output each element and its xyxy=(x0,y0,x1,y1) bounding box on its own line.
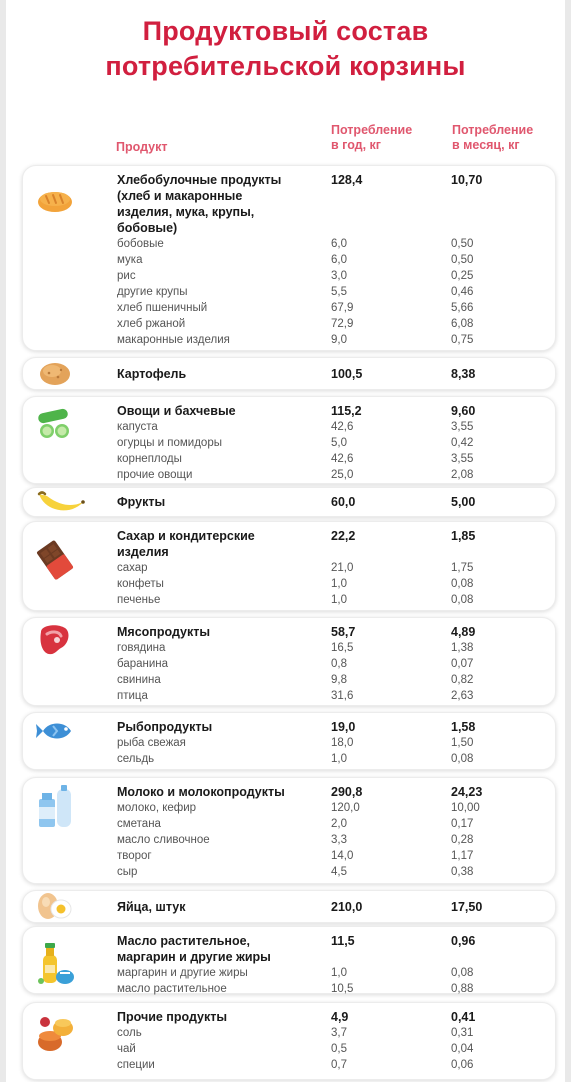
category-name xyxy=(117,403,322,419)
category-name-line: изделия, мука, крупы, xyxy=(117,205,255,219)
item-month-value: 0,06 xyxy=(451,1059,474,1071)
category-row xyxy=(23,899,557,915)
item-year-value: 14,0 xyxy=(331,850,354,862)
category-row xyxy=(23,494,557,510)
item-row xyxy=(23,832,557,848)
right-frame-strip xyxy=(565,0,571,1082)
item-name: сметана xyxy=(117,818,161,830)
item-month-value: 3,55 xyxy=(451,421,474,433)
item-month-value: 1,17 xyxy=(451,850,474,862)
category-name-line: Картофель xyxy=(117,367,187,381)
category-year-value: 22,2 xyxy=(331,529,356,543)
item-name: прочие овощи xyxy=(117,469,193,481)
product-group-card xyxy=(22,357,556,390)
column-header-year-line-1: Потребление xyxy=(331,123,413,137)
item-month-value: 0,08 xyxy=(451,594,474,606)
item-year-value: 3,0 xyxy=(331,270,347,282)
category-name-line: Мясопродукты xyxy=(117,625,211,639)
item-year-value: 25,0 xyxy=(331,469,354,481)
item-month-value: 10,00 xyxy=(451,802,480,814)
category-year-value: 290,8 xyxy=(331,785,363,799)
item-name: сыр xyxy=(117,866,138,878)
category-name-line: Фрукты xyxy=(117,495,166,509)
item-name: рыба свежая xyxy=(117,737,186,749)
item-row xyxy=(23,848,557,864)
table-header xyxy=(0,120,571,160)
item-month-value: 0,07 xyxy=(451,658,474,670)
item-year-value: 5,0 xyxy=(331,437,347,449)
item-name: говядина xyxy=(117,642,166,654)
product-group-card xyxy=(22,521,556,611)
item-year-value: 42,6 xyxy=(331,421,354,433)
category-row xyxy=(23,172,557,236)
product-group-card xyxy=(22,1002,556,1080)
item-month-value: 0,08 xyxy=(451,578,474,590)
category-year-value: 115,2 xyxy=(331,404,362,418)
item-name: масло сливочное xyxy=(117,834,210,846)
item-row xyxy=(23,576,557,592)
category-name-line: Яйца, штук xyxy=(117,900,186,914)
category-name-line: бобовые) xyxy=(117,221,178,235)
category-name-line: Прочие продукты xyxy=(117,1010,228,1024)
item-year-value: 4,5 xyxy=(331,866,347,878)
item-year-value: 18,0 xyxy=(331,737,354,749)
category-month-value: 24,23 xyxy=(451,785,483,799)
category-month-value: 5,00 xyxy=(451,495,476,509)
item-year-value: 72,9 xyxy=(331,318,354,330)
item-month-value: 0,46 xyxy=(451,286,474,298)
item-name: другие крупы xyxy=(117,286,188,298)
item-name: сахар xyxy=(117,562,148,574)
category-year-value: 210,0 xyxy=(331,900,363,914)
product-group-card xyxy=(22,926,556,994)
category-month-value: 4,89 xyxy=(451,625,476,639)
item-name: птица xyxy=(117,690,148,702)
item-name: баранина xyxy=(117,658,169,670)
item-row xyxy=(23,419,557,435)
item-name: хлеб пшеничный xyxy=(117,302,208,314)
item-year-value: 120,0 xyxy=(331,802,360,814)
item-month-value: 0,50 xyxy=(451,254,474,266)
item-name: рис xyxy=(117,270,136,282)
item-year-value: 3,7 xyxy=(331,1027,347,1039)
item-row xyxy=(23,640,557,656)
column-header-month-line-1: Потребление xyxy=(452,123,534,137)
category-name xyxy=(117,494,322,510)
item-month-value: 1,50 xyxy=(451,737,474,749)
item-row xyxy=(23,1057,557,1073)
item-row xyxy=(23,816,557,832)
category-row xyxy=(23,784,557,800)
item-row xyxy=(23,332,557,348)
item-year-value: 9,8 xyxy=(331,674,347,686)
category-name xyxy=(117,172,322,236)
category-name-line: маргарин и другие жиры xyxy=(117,950,271,964)
category-row xyxy=(23,528,557,560)
column-header-month xyxy=(452,123,533,153)
item-row xyxy=(23,592,557,608)
item-row xyxy=(23,284,557,300)
item-name: маргарин и другие жиры xyxy=(117,967,248,979)
item-month-value: 0,42 xyxy=(451,437,474,449)
item-name: молоко, кефир xyxy=(117,802,197,814)
category-name xyxy=(117,719,322,735)
category-row xyxy=(23,1009,557,1025)
item-name: печенье xyxy=(117,594,161,606)
item-month-value: 0,25 xyxy=(451,270,474,282)
category-row xyxy=(23,624,557,640)
item-year-value: 42,6 xyxy=(331,453,354,465)
item-name: масло растительное xyxy=(117,983,227,995)
category-name-line: Хлебобулочные продукты xyxy=(117,173,282,187)
category-month-value: 1,85 xyxy=(451,529,476,543)
item-year-value: 16,5 xyxy=(331,642,354,654)
category-month-value: 17,50 xyxy=(451,900,483,914)
column-header-year-line-2: в год, кг xyxy=(331,138,382,152)
item-name: конфеты xyxy=(117,578,164,590)
item-name: творог xyxy=(117,850,152,862)
page-title xyxy=(0,14,571,84)
item-month-value: 1,75 xyxy=(451,562,474,574)
category-row xyxy=(23,366,557,382)
title-line-2: потребительской корзины xyxy=(105,51,466,81)
item-row xyxy=(23,560,557,576)
category-name xyxy=(117,784,322,800)
item-row xyxy=(23,672,557,688)
item-row xyxy=(23,300,557,316)
category-year-value: 4,9 xyxy=(331,1010,349,1024)
item-year-value: 1,0 xyxy=(331,967,347,979)
item-name: мука xyxy=(117,254,143,266)
category-month-value: 1,58 xyxy=(451,720,476,734)
product-group-card xyxy=(22,396,556,484)
category-name-line: (хлеб и макаронные xyxy=(117,189,243,203)
category-name xyxy=(117,366,322,382)
item-year-value: 31,6 xyxy=(331,690,354,702)
item-name: бобовые xyxy=(117,238,164,250)
title-line-1: Продуктовый состав xyxy=(142,16,429,46)
item-month-value: 0,82 xyxy=(451,674,474,686)
item-month-value: 6,08 xyxy=(451,318,474,330)
item-year-value: 3,3 xyxy=(331,834,347,846)
item-month-value: 0,38 xyxy=(451,866,474,878)
product-group-card xyxy=(22,712,556,770)
item-year-value: 9,0 xyxy=(331,334,347,346)
item-year-value: 2,0 xyxy=(331,818,347,830)
category-name xyxy=(117,624,322,640)
item-year-value: 67,9 xyxy=(331,302,354,314)
item-year-value: 21,0 xyxy=(331,562,354,574)
item-row xyxy=(23,451,557,467)
category-year-value: 100,5 xyxy=(331,367,363,381)
item-row xyxy=(23,981,557,997)
category-row xyxy=(23,403,557,419)
item-row xyxy=(23,965,557,981)
item-name: соль xyxy=(117,1027,142,1039)
item-month-value: 0,31 xyxy=(451,1027,474,1039)
item-month-value: 0,88 xyxy=(451,983,474,995)
item-row xyxy=(23,316,557,332)
category-row xyxy=(23,719,557,735)
product-group-card xyxy=(22,487,556,517)
item-name: специи xyxy=(117,1059,155,1071)
item-month-value: 2,63 xyxy=(451,690,474,702)
item-year-value: 5,5 xyxy=(331,286,347,298)
category-month-value: 0,41 xyxy=(451,1010,476,1024)
item-name: хлеб ржаной xyxy=(117,318,186,330)
product-group-card xyxy=(22,890,556,923)
category-name-line: Рыбопродукты xyxy=(117,720,213,734)
item-row xyxy=(23,800,557,816)
item-month-value: 0,08 xyxy=(451,967,474,979)
item-month-value: 5,66 xyxy=(451,302,474,314)
product-group-card xyxy=(22,777,556,884)
category-month-value: 9,60 xyxy=(451,404,476,418)
item-year-value: 0,5 xyxy=(331,1043,347,1055)
column-header-year xyxy=(331,123,412,153)
category-name-line: Молоко и молокопродукты xyxy=(117,785,285,799)
item-month-value: 3,55 xyxy=(451,453,474,465)
item-year-value: 6,0 xyxy=(331,238,347,250)
item-name: свинина xyxy=(117,674,161,686)
item-row xyxy=(23,236,557,252)
item-month-value: 0,04 xyxy=(451,1043,474,1055)
item-row xyxy=(23,735,557,751)
item-year-value: 0,8 xyxy=(331,658,347,670)
category-month-value: 8,38 xyxy=(451,367,476,381)
item-year-value: 1,0 xyxy=(331,594,347,606)
category-year-value: 11,5 xyxy=(331,934,355,948)
column-header-product: Продукт xyxy=(116,140,168,154)
product-group-card xyxy=(22,617,556,706)
item-name: огурцы и помидоры xyxy=(117,437,222,449)
item-row xyxy=(23,252,557,268)
item-row xyxy=(23,1041,557,1057)
category-year-value: 19,0 xyxy=(331,720,356,734)
item-name: капуста xyxy=(117,421,158,433)
category-row xyxy=(23,933,557,965)
category-year-value: 60,0 xyxy=(331,495,356,509)
item-row xyxy=(23,656,557,672)
item-year-value: 1,0 xyxy=(331,578,347,590)
category-name-line: Масло растительное, xyxy=(117,934,251,948)
category-name-line: изделия xyxy=(117,545,169,559)
left-frame-strip xyxy=(0,0,6,1082)
item-row xyxy=(23,688,557,704)
item-month-value: 0,50 xyxy=(451,238,474,250)
item-row xyxy=(23,1025,557,1041)
category-month-value: 0,96 xyxy=(451,934,476,948)
item-month-value: 2,08 xyxy=(451,469,474,481)
category-name-line: Овощи и бахчевые xyxy=(117,404,236,418)
item-row xyxy=(23,751,557,767)
item-month-value: 0,28 xyxy=(451,834,474,846)
category-year-value: 58,7 xyxy=(331,625,356,639)
category-name xyxy=(117,1009,322,1025)
item-name: чай xyxy=(117,1043,136,1055)
category-name xyxy=(117,899,322,915)
item-row xyxy=(23,268,557,284)
category-month-value: 10,70 xyxy=(451,173,483,187)
category-name xyxy=(117,528,322,560)
item-year-value: 0,7 xyxy=(331,1059,347,1071)
item-month-value: 1,38 xyxy=(451,642,474,654)
item-year-value: 1,0 xyxy=(331,753,347,765)
item-month-value: 0,75 xyxy=(451,334,474,346)
item-name: макаронные изделия xyxy=(117,334,230,346)
item-row xyxy=(23,467,557,483)
item-year-value: 10,5 xyxy=(331,983,354,995)
item-name: корнеплоды xyxy=(117,453,182,465)
item-month-value: 0,08 xyxy=(451,753,474,765)
item-year-value: 6,0 xyxy=(331,254,347,266)
item-name: сельдь xyxy=(117,753,155,765)
item-month-value: 0,17 xyxy=(451,818,474,830)
item-row xyxy=(23,864,557,880)
item-row xyxy=(23,435,557,451)
category-year-value: 128,4 xyxy=(331,173,363,187)
product-group-card xyxy=(22,165,556,351)
category-name-line: Сахар и кондитерские xyxy=(117,529,255,543)
column-header-month-line-2: в месяц, кг xyxy=(452,138,520,152)
category-name xyxy=(117,933,322,965)
